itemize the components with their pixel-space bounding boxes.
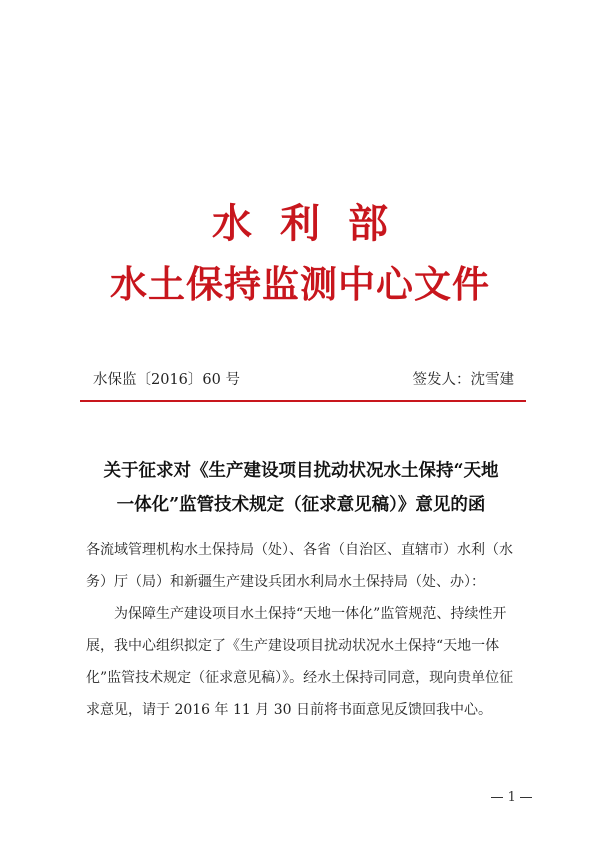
recipients: 各流域管理机构水土保持局（处）、各省（自治区、直辖市）水利（水务）厅（局）和新疆生产建设兵团水利局水土保持局（处、办）：: [86, 542, 513, 590]
issuing-ministry: 水利部: [212, 200, 416, 247]
document-title-line-2: 一体化”监管技术规定（征求意见稿）》意见的函: [116, 495, 486, 515]
page-number: [491, 790, 532, 805]
document-body: [86, 534, 524, 726]
document-title: [60, 454, 542, 522]
page-number-dash-left: [491, 797, 503, 798]
document-number: 水保监〔2016〕60 号: [93, 372, 240, 388]
document-title-line-1: 关于征求对《生产建设项目扰动状况水土保持“天地: [103, 461, 499, 481]
red-separator-line: [80, 400, 526, 402]
signer: 签发人：沈雪建: [412, 372, 514, 388]
page-number-dash-right: [520, 797, 532, 798]
page-number-value: 1: [507, 790, 516, 805]
issuing-office-header: 水土保持监测中心文件: [110, 262, 490, 306]
body-paragraph: 为保障生产建设项目水土保持“天地一体化”监管规范、持续性开展，我中心组织拟定了《生产建设项目扰动状况水土保持“天地一体化”监管技术规定（征求意见稿）》。经水土保持司同意，现向贵单位征求意见，请于 2016 年 11 月 30 日前将书面意见反馈回我中心。: [86, 606, 514, 718]
